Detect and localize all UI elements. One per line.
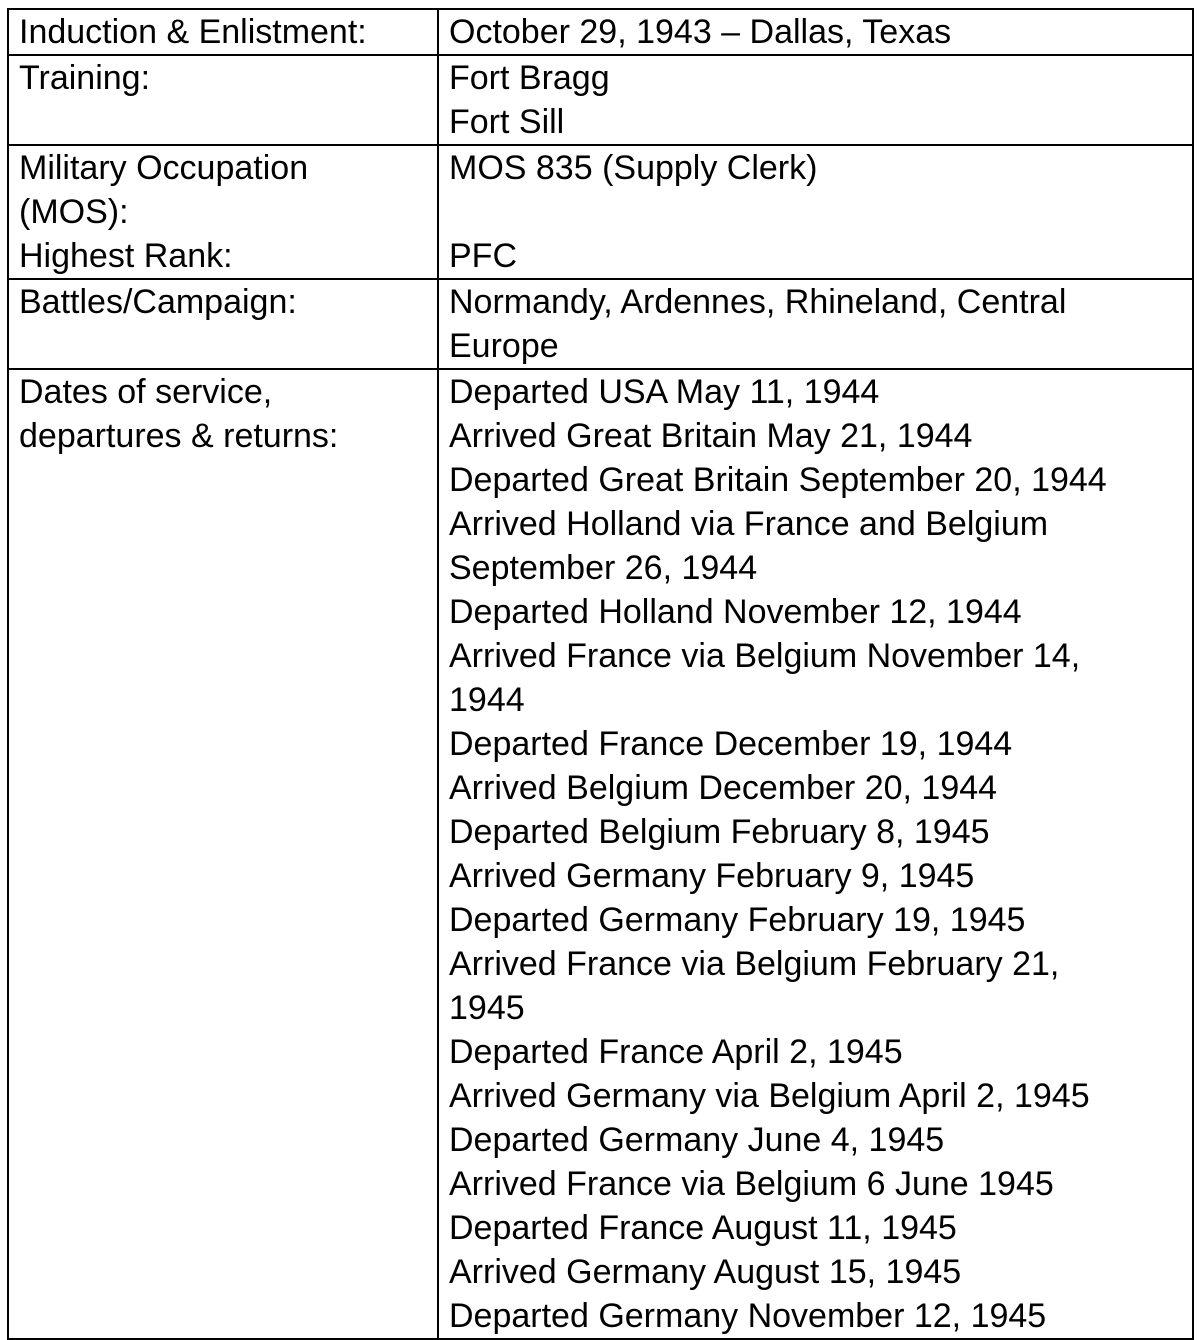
value-highest-rank: PFC [449,237,517,275]
row-induction [8,9,1193,55]
label-highest-rank: Highest Rank: [19,237,233,275]
service-date-entry: Departed Germany June 4, 1945 [449,1121,945,1159]
row-dates-of-service [8,369,1193,1339]
service-date-entry: Departed USA May 11, 1944 [449,373,880,411]
service-date-entry: Arrived Germany via Belgium April 2, 1945 [449,1077,1090,1115]
label-cell-mos-rank [8,145,438,279]
value-spacer [449,190,1186,234]
label-dates-line: departures & returns: [19,417,339,455]
label-induction: Induction & Enlistment: [19,13,367,51]
service-record-table [7,8,1194,1340]
label-battles: Battles/Campaign: [19,283,297,321]
value-cell-induction [438,9,1193,55]
value-battles-line: Europe [449,327,559,365]
service-date-entry: Departed Great Britain September 20, 1944 [449,461,1107,499]
service-date-entry: Departed France April 2, 1945 [449,1033,903,1071]
service-date-entry: Departed Belgium February 8, 1945 [449,813,990,851]
label-cell-training [8,55,438,145]
service-date-entry: September 26, 1944 [449,549,758,587]
service-date-entry: Departed France December 19, 1944 [449,725,1013,763]
label-training: Training: [19,59,151,97]
label-cell-induction [8,9,438,55]
label-dates-line: Dates of service, [19,373,273,411]
row-mos-rank [8,145,1193,279]
service-date-entry: 1945 [449,989,525,1027]
service-date-entry: Arrived Great Britain May 21, 1944 [449,417,973,455]
value-training-line: Fort Sill [449,103,565,141]
row-battles [8,279,1193,369]
value-cell-dates [438,369,1193,1339]
label-cell-dates [8,369,438,1339]
service-date-entry: Arrived Holland via France and Belgium [449,505,1049,543]
value-battles-line: Normandy, Ardennes, Rhineland, Central [449,283,1067,321]
service-date-entry: Arrived France via Belgium February 21, [449,945,1060,983]
service-date-entry: Arrived Belgium December 20, 1944 [449,769,998,807]
service-date-entry: Departed Germany February 19, 1945 [449,901,1026,939]
service-date-entry: Departed Germany November 12, 1945 [449,1297,1047,1335]
service-date-entry: Departed France August 11, 1945 [449,1209,957,1247]
label-mos-line: (MOS): [19,193,129,231]
service-date-entry: Arrived Germany February 9, 1945 [449,857,975,895]
service-date-entry: 1944 [449,681,525,719]
row-training [8,55,1193,145]
value-cell-mos-rank [438,145,1193,279]
value-induction: October 29, 1943 – Dallas, Texas [449,13,952,51]
value-cell-training [438,55,1193,145]
value-mos: MOS 835 (Supply Clerk) [449,149,818,187]
service-date-entry: Arrived France via Belgium 6 June 1945 [449,1165,1054,1203]
service-date-entry: Departed Holland November 12, 1944 [449,593,1022,631]
service-date-entry: Arrived Germany August 15, 1945 [449,1253,962,1291]
label-cell-battles [8,279,438,369]
value-cell-battles [438,279,1193,369]
service-date-entry: Arrived France via Belgium November 14, [449,637,1081,675]
value-training-line: Fort Bragg [449,59,610,97]
label-mos-line: Military Occupation [19,149,309,187]
